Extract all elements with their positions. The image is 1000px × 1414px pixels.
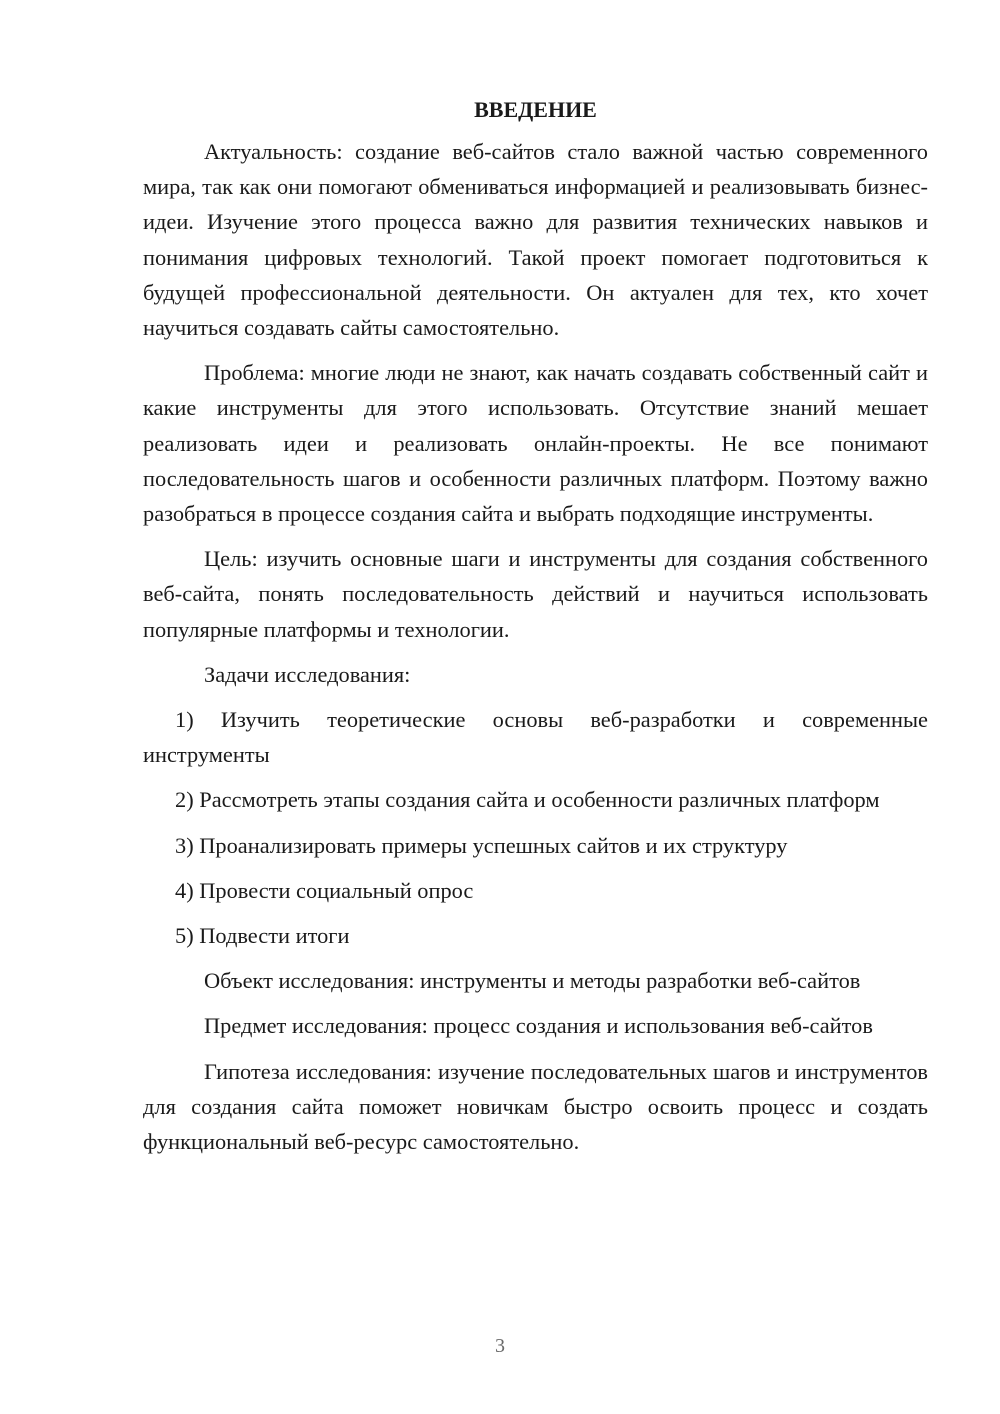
tasks-list bbox=[143, 702, 928, 953]
list-item: 2) Рассмотреть этапы создания сайта и особенности различных платформ bbox=[175, 787, 880, 813]
list-item: 1) Изучить теоретические основы веб-разработки и современные инструменты bbox=[143, 707, 928, 768]
paragraph-object: Объект исследования: инструменты и методы разработки веб-сайтов bbox=[204, 968, 861, 994]
list-item: 5) Подвести итоги bbox=[175, 923, 350, 949]
paragraph-subject: Предмет исследования: процесс создания и использования веб-сайтов bbox=[204, 1013, 873, 1039]
paragraph-problem: Проблема: многие люди не знают, как начать создавать собственный сайт и какие инструменты для этого использовать. Отсутствие знаний мешает реализовать идеи и реализовать онлайн-проекты. Не все понимают последовательность шагов и особенности различных платформ. Поэтому важно разобраться в процессе создания сайта и выбрать подходящие инструменты. bbox=[143, 360, 928, 527]
list-item: 3) Проанализировать примеры успешных сайтов и их структуру bbox=[175, 832, 788, 858]
list-item: 4) Провести социальный опрос bbox=[175, 877, 474, 903]
paragraph-goal: Цель: изучить основные шаги и инструменты для создания собственного веб-сайта, понять последовательность действий и научиться использовать популярные платформы и технологии. bbox=[143, 546, 928, 642]
paragraph-hypothesis: Гипотеза исследования: изучение последовательных шагов и инструментов для создания сайта поможет новичкам быстро освоить процесс и создать функциональный веб-ресурс самостоятельно. bbox=[143, 1058, 928, 1155]
page-title: ВВЕДЕНИЕ bbox=[474, 97, 597, 122]
tasks-heading: Задачи исследования: bbox=[204, 661, 411, 687]
paragraph-relevance: Актуальность: создание веб-сайтов стало важной частью современного мира, так как они помогают обмениваться информацией и реализовывать бизнес-идеи. Изучение этого процесса важно для развития технических навыков и понимания цифровых технологий. Такой проект помогает подготовиться к будущей профессиональной деятельности. Он актуален для тех, кто хочет научиться создавать сайты самостоятельно. bbox=[143, 139, 928, 341]
document-page bbox=[143, 88, 928, 1169]
page-number: 3 bbox=[495, 1335, 505, 1357]
